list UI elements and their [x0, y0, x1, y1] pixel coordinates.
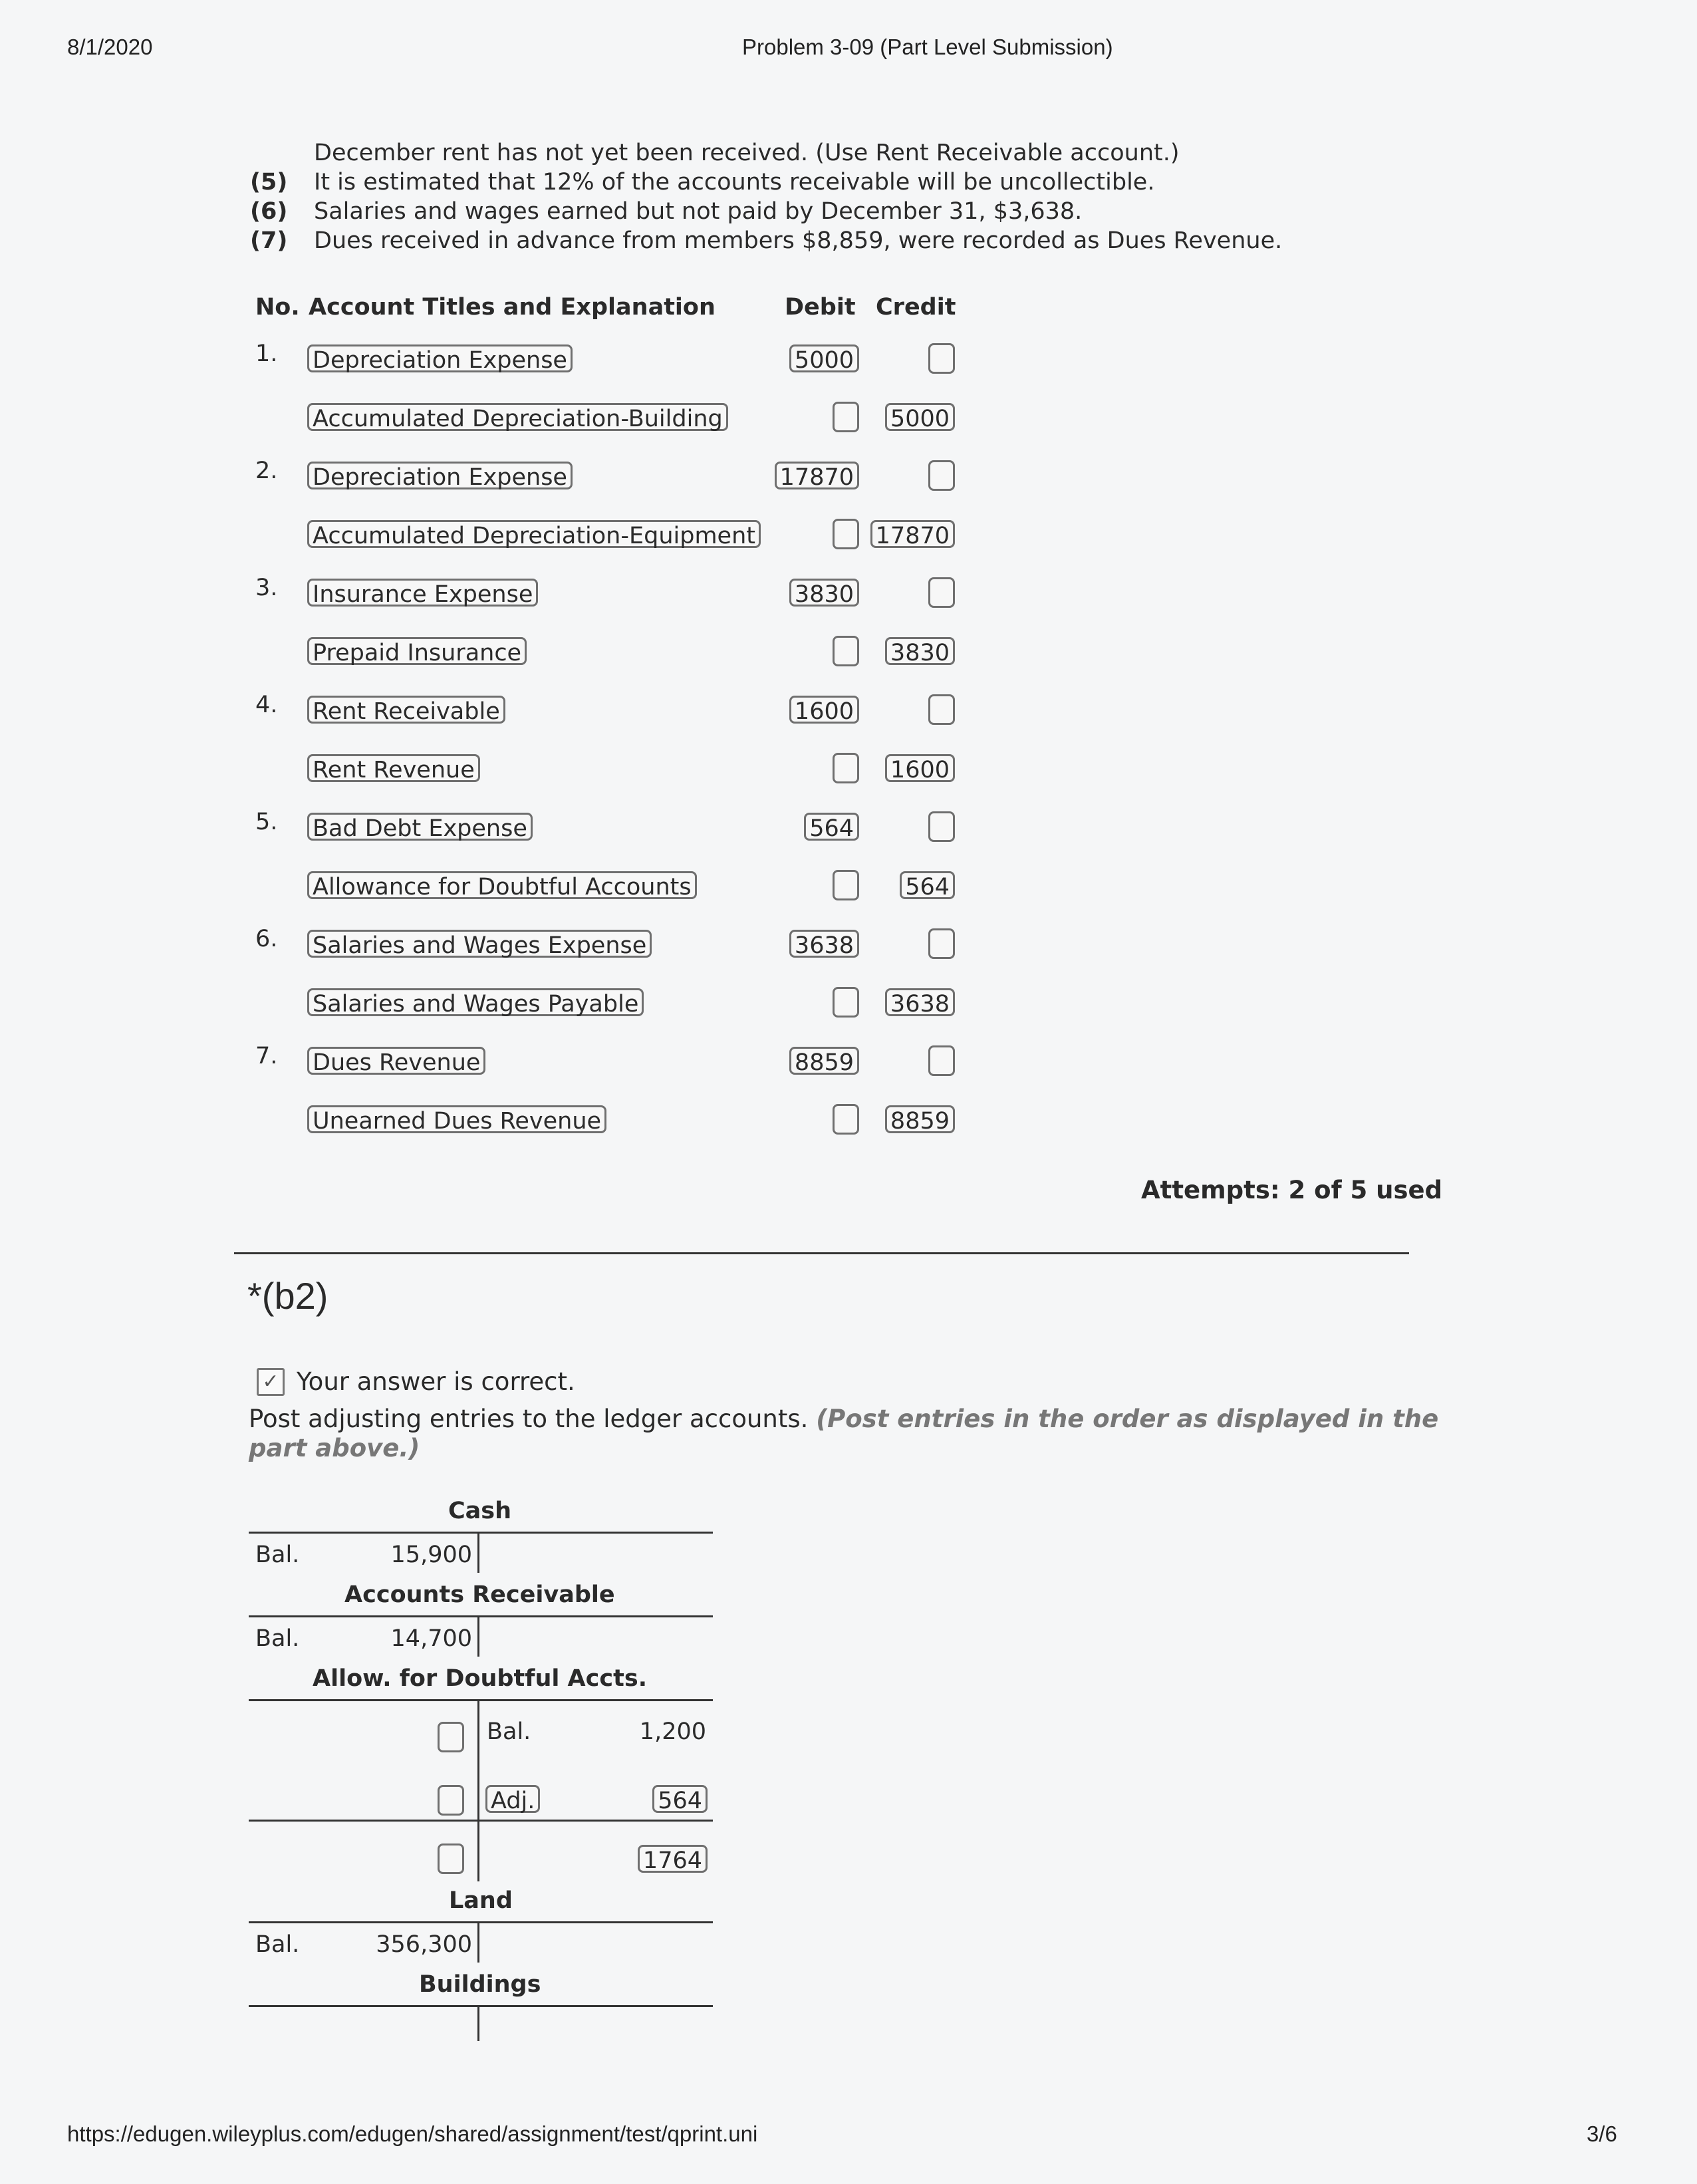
page-title: Problem 3-09 (Part Level Submission): [742, 35, 1113, 59]
t-account-divider: [477, 1923, 479, 1963]
col-header-debit: Debit: [785, 294, 856, 321]
intro-number: (7): [250, 227, 288, 254]
credit-total-input[interactable]: 1764: [638, 1845, 708, 1873]
t-account-rule: [249, 2005, 713, 2007]
account-title-ar: Accounts Receivable: [344, 1581, 615, 1608]
section-divider: [234, 1252, 1409, 1254]
col-header-account: Account Titles and Explanation: [309, 294, 716, 321]
entry-number: 7.: [255, 1043, 278, 1069]
check-icon: ✓: [257, 1368, 285, 1396]
entry-number: 1.: [255, 341, 278, 367]
debit-amount-input[interactable]: 3830: [789, 579, 859, 607]
credit-amount-input[interactable]: [928, 694, 955, 725]
col-header-credit: Credit: [876, 294, 956, 321]
account-title-land: Land: [449, 1887, 513, 1914]
t-account-total-rule: [249, 1820, 713, 1822]
t-account-divider: [477, 1533, 479, 1573]
debit-amount-input[interactable]: 3638: [789, 930, 859, 958]
credit-account-input[interactable]: Accumulated Depreciation-Equipment: [307, 520, 761, 548]
adj-amount-input[interactable]: 564: [652, 1785, 708, 1813]
balance-label: Bal.: [487, 1718, 531, 1745]
attempts-counter: Attempts: 2 of 5 used: [1141, 1176, 1443, 1204]
balance-amount: 356,300: [376, 1931, 472, 1958]
debit-input[interactable]: [438, 1785, 464, 1816]
credit-account-input[interactable]: Rent Revenue: [307, 754, 480, 782]
debit-account-input[interactable]: Salaries and Wages Expense: [307, 930, 652, 958]
debit-account-input[interactable]: Depreciation Expense: [307, 462, 573, 489]
credit-amount-input[interactable]: [928, 460, 955, 491]
intro-number: (5): [250, 169, 288, 196]
credit-amount-input[interactable]: [928, 577, 955, 608]
balance-amount: 15,900: [390, 1542, 472, 1568]
entry-number: 5.: [255, 809, 278, 835]
part-label: *(b2): [247, 1275, 328, 1317]
credit-amount-input[interactable]: [928, 343, 955, 374]
t-account-divider: [477, 1617, 479, 1657]
credit-amount-input[interactable]: 17870: [870, 520, 955, 548]
instruction-text: Post adjusting entries to the ledger accounts.: [249, 1405, 809, 1433]
debit-account-input[interactable]: Depreciation Expense: [307, 344, 573, 372]
debit-account-input[interactable]: Insurance Expense: [307, 579, 538, 607]
credit-amount-input[interactable]: 3638: [885, 988, 955, 1016]
credit-amount-input[interactable]: 564: [900, 871, 955, 899]
intro-text: Salaries and wages earned but not paid by December 31, $3,638.: [314, 198, 1083, 225]
intro-text: Dues received in advance from members $8,859, were recorded as Dues Revenue.: [314, 227, 1283, 254]
debit-amount-input[interactable]: 1600: [789, 696, 859, 724]
credit-amount-input[interactable]: [928, 811, 955, 842]
credit-amount-input[interactable]: 5000: [885, 403, 955, 431]
account-title-cash: Cash: [448, 1498, 512, 1524]
debit-total-input[interactable]: [438, 1843, 464, 1874]
debit-account-input[interactable]: Dues Revenue: [307, 1047, 485, 1075]
entry-number: 2.: [255, 458, 278, 484]
t-account-rule: [249, 1532, 713, 1534]
instruction-hint: (Post entries in the order as displayed in the: [816, 1405, 1439, 1433]
credit-account-input[interactable]: Unearned Dues Revenue: [307, 1105, 606, 1133]
debit-amount-input[interactable]: 17870: [775, 462, 859, 489]
t-account-rule: [249, 1921, 713, 1923]
intro-text: It is estimated that 12% of the accounts receivable will be uncollectible.: [314, 169, 1155, 196]
debit-amount-input[interactable]: 5000: [789, 344, 859, 372]
balance-label: Bal.: [255, 1931, 300, 1958]
debit-account-input[interactable]: Rent Receivable: [307, 696, 505, 724]
intro-number: (6): [250, 198, 288, 225]
credit-account-input[interactable]: Allowance for Doubtful Accounts: [307, 871, 697, 899]
entry-number: 3.: [255, 575, 278, 601]
t-account-rule: [249, 1615, 713, 1617]
debit-amount-input[interactable]: 8859: [789, 1047, 859, 1075]
instruction-hint-2: part above.): [249, 1434, 420, 1462]
intro-text: December rent has not yet been received. (Use Rent Receivable account.): [314, 140, 1180, 166]
credit-amount-input[interactable]: [928, 1045, 955, 1076]
debit-amount-input[interactable]: 564: [804, 813, 859, 841]
print-date: 8/1/2020: [67, 35, 153, 59]
account-title-allowance: Allow. for Doubtful Accts.: [313, 1665, 647, 1692]
credit-account-input[interactable]: Accumulated Depreciation-Building: [307, 403, 728, 431]
debit-input[interactable]: [438, 1722, 464, 1752]
credit-account-input[interactable]: Prepaid Insurance: [307, 637, 527, 665]
debit-account-input[interactable]: Bad Debt Expense: [307, 813, 533, 841]
entry-number: 4.: [255, 692, 278, 718]
footer-url: https://edugen.wileyplus.com/edugen/shared/assignment/test/qprint.uni: [67, 2121, 758, 2146]
entry-number: 6.: [255, 926, 278, 952]
credit-amount-input[interactable]: [928, 928, 955, 959]
t-account-divider: [477, 2006, 479, 2041]
balance-label: Bal.: [255, 1625, 300, 1652]
credit-amount-input[interactable]: 1600: [885, 754, 955, 782]
col-header-no: No.: [255, 294, 300, 321]
credit-account-input[interactable]: Salaries and Wages Payable: [307, 988, 644, 1016]
balance-label: Bal.: [255, 1542, 300, 1568]
credit-amount-input[interactable]: 8859: [885, 1105, 955, 1133]
status-message: Your answer is correct.: [297, 1367, 575, 1396]
page-number: 3/6: [1587, 2121, 1617, 2146]
t-account-divider: [477, 1701, 479, 1881]
credit-amount-input[interactable]: 3830: [885, 637, 955, 665]
account-title-buildings: Buildings: [419, 1971, 541, 1998]
balance-amount: 14,700: [390, 1625, 472, 1652]
balance-amount: 1,200: [639, 1718, 706, 1745]
instruction-line-1: [249, 1405, 1438, 1433]
adj-label-input[interactable]: Adj.: [485, 1785, 540, 1813]
t-account-rule: [249, 1699, 713, 1701]
